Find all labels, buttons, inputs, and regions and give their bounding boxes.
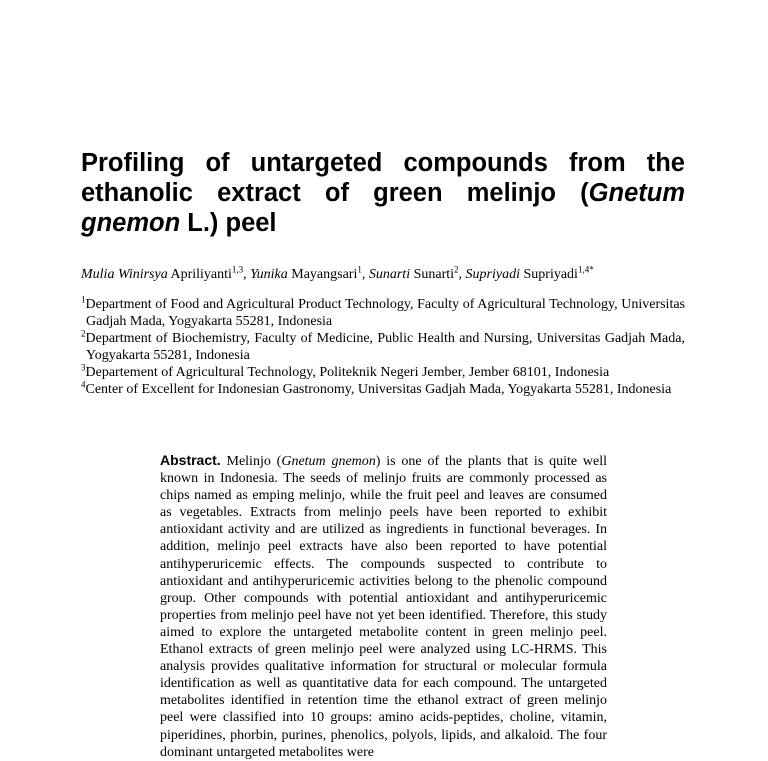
abstract-body: ) is one of the plants that is quite well known in Indonesia. The seeds of melinjo fruits are commonly processed as chips named as emping melinjo, while the fruit peel and leaves are consumed as vegetables. Extracts from melinjo peels have been reported to exhibit antioxidant activity and are utilized as ingredients in functional beverages. In addition, melinjo peel extracts have also been reported to have potential antihyperuricemic effects. The compounds suspected to contribute to antioxidant and antihyperuricemic activities belong to the phenolic compound group. Other compounds with potential antioxidant and antihyperuricemic properties from melinjo peel have not yet been identified. Therefore, this study aimed to explore the untargeted metabolite content in green melinjo peel. Ethanol extracts of green melinjo peel were analyzed using LC-HRMS. This analysis provides qualitative information for structural or molecular formula identification as well as quantitative data for each compound. The untargeted metabolites identified in retention time the ethanol extract of green melinjo peel were classified into 10 groups: amino acids-peptides, choline, vitamin, piperidines, phorbin, purines, phenolics, polyols, lipids, and alkaloid. The four dominant untargeted metabolites were [160,454,607,760]
title-text-1: Profiling of untargeted compounds from the ethanolic extract of green melinjo ( [81,149,685,207]
affiliation: $^4$Center of Excellent for Indonesian Gastronomy, Universitas Gadjah Mada, Yogyakarta 55281, Indonesia [81,379,672,397]
abstract [160,452,607,761]
author-list [81,266,691,284]
abstract-label: Abstract. [160,452,221,468]
affiliation: $^3$Departement of Agricultural Technology, Politeknik Negeri Jember, Jember 68101, Indonesia [81,362,610,380]
author: Supriyadi Supriyadi$^{1,4*}$ [465,264,594,282]
affiliation: $^1$Department of Food and Agricultural Product Technology, Faculty of Agricultural Technology, Universitas Gadjah Mada, Yogyakarta 55281, Indonesia [81,294,685,329]
author: Sunarti Sunarti$^2$, [368,264,466,282]
author: Mulia Winirsya Apriliyanti$^{1,3}$, [81,264,251,282]
author: Yunika Mayangsari$^1$, [250,264,369,282]
paper-title [81,148,685,238]
affiliation-list [81,296,685,398]
abstract-lead: Melinjo ( [220,454,282,469]
title-text-2: L.) peel [180,209,277,237]
abstract-species-italic: Gnetum gnemon [281,454,376,469]
affiliation: $^2$Department of Biochemistry, Faculty of Medicine, Public Health and Nursing, Universitas Gadjah Mada, Yogyakarta 55281, Indonesia [81,328,685,363]
title-species-italic: Gnetum gnemon [81,179,685,237]
